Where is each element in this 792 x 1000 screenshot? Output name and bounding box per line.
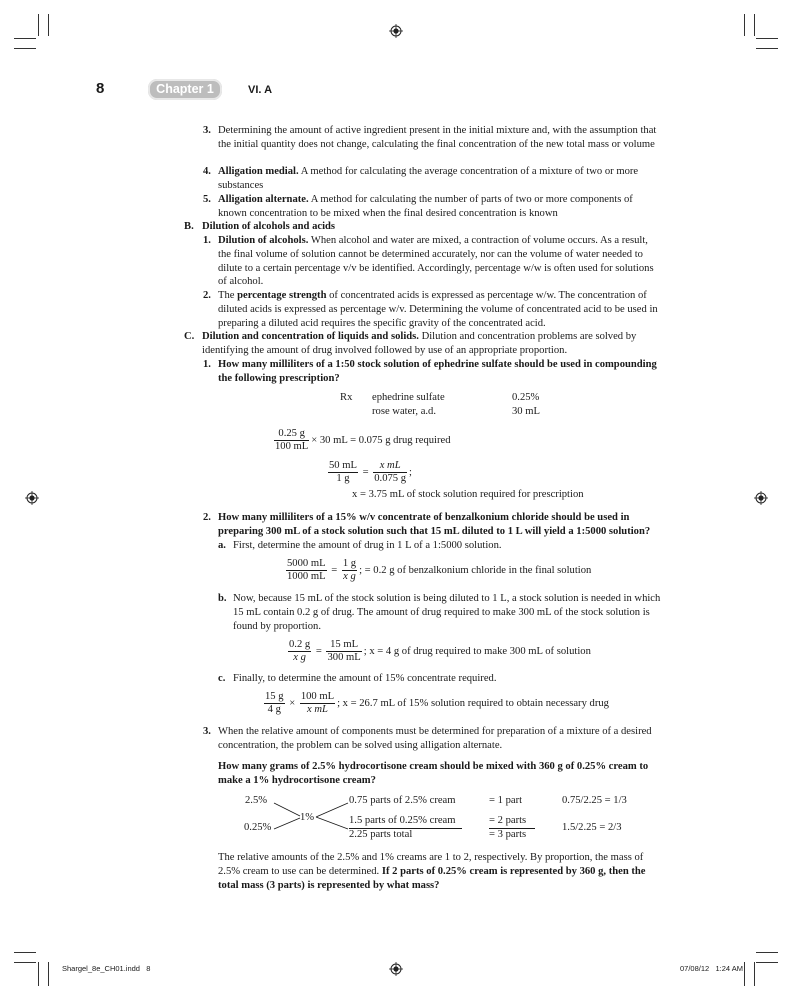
crop-mark (756, 48, 778, 49)
crop-mark (14, 38, 36, 39)
numerator: x mL (373, 460, 407, 473)
list-item-text: Determining the amount of active ingredient present in the initial mixture and, with the assumption that the initial quantity does not change, calculating the final concentration of the new total mass or volume (218, 125, 657, 150)
definition: of concentrated acids is expressed as percentage w/w. The concentration of diluted acids is expressed as percentage w/v. Determining the volume of concentrated acid to be used in preparing a diluted acid requires the specific gravity of the concentrated acid. (218, 290, 658, 329)
section-letter: B. (184, 221, 194, 232)
crop-mark (756, 952, 778, 953)
denominator: 1000 mL (287, 571, 326, 582)
crop-mark (756, 962, 778, 963)
parts-total: 2.25 parts total (349, 829, 413, 840)
alligation-low: 0.25% (244, 822, 272, 833)
section-label: VI. A (248, 84, 273, 96)
alligation-target: 1% (300, 812, 315, 823)
equation-5: $\frac{0.2 g}{\text{x g}}$ = $\frac{15 mL}{300 mL}$ ; x = 4 g of drug required to make 300 mL of solution (289, 639, 591, 663)
list-number: 3. (203, 125, 211, 136)
parts-high: 0.75 parts of 2.5% cream (349, 795, 456, 806)
question-2: How many milliliters of a 15% w/v concentrate of benzalkonium chloride should be used in preparing 300 mL of a stock solution such that 15 mL diluted to 1 L will yield a 1:5000 solution? (218, 512, 651, 537)
alligation-lines (272, 800, 352, 834)
eq-total: = 3 parts (489, 829, 527, 840)
denominator: 100 mL (275, 441, 309, 452)
denominator: 1 g (336, 473, 350, 484)
term: Dilution of alcohols. (218, 235, 309, 246)
crop-mark (756, 38, 778, 39)
term: percentage strength (237, 290, 327, 301)
crop-mark (744, 14, 745, 36)
definition: When alcohol and water are mixed, a contraction of volume occurs. As a result, the final volume of solution cannot be determined accurately, nor can the volume of water needed to dilute to a certain percentage v/v be identified. Accordingly, percentage w/w is often used for solutions of alcohol. (218, 235, 654, 288)
term: Alligation medial. (218, 166, 299, 177)
text: The (218, 290, 238, 301)
numerator: 15 g (265, 691, 284, 702)
crop-mark (48, 14, 49, 36)
closing-question: If 2 parts of 0.25% cream is represented by 360 g, then the total mass (3 parts) is represented by what mass? (218, 865, 646, 891)
crop-mark (754, 962, 755, 986)
intro-text: Dilution and concentration problems are solved by identifying the amount of drug involved followed by use of an appropriate proportion. (202, 331, 637, 356)
equation-2: $\frac{50 mL}{1 g}$ = $\frac{\text{x mL}}{0.075 g}$ ; (329, 460, 412, 484)
crop-mark (48, 962, 49, 986)
equation-text: ; = 0.2 g of benzalkonium chloride in the final solution (359, 564, 592, 576)
closing-text: The relative amounts of the 2.5% and 1% creams are 1 to 2, respectively. By proportion, the mass of 2.5% cream to use can be determined. (218, 852, 644, 877)
alligation-high: 2.5% (245, 795, 268, 806)
crop-mark (754, 14, 755, 36)
closing-paragraph (218, 851, 662, 892)
sub-letter: a. (218, 540, 226, 551)
numerator: 50 mL (329, 460, 357, 471)
denominator: 300 mL (327, 652, 361, 663)
crop-mark (14, 48, 36, 49)
rx-ingredient: ephedrine sulfate (372, 392, 445, 403)
chapter-badge: Chapter 1 (148, 79, 222, 100)
denominator: x g (293, 652, 306, 663)
step-b: Now, because 15 mL of the stock solution is being diluted to 1 L, a stock solution is needed in which 15 mL contain 0.2 g of drug. The amount of drug required to make 300 mL of the stock solution is found by proportion. (233, 593, 661, 632)
crop-mark (14, 952, 36, 953)
equation-text: × 30 mL = 0.075 g drug required (311, 434, 451, 446)
section-heading: Dilution and concentration of liquids and solids. (202, 331, 419, 342)
ratio-high: 0.75/2.25 = 1/3 (562, 795, 627, 806)
step-c: Finally, to determine the amount of 15% concentrate required. (233, 673, 497, 684)
section-heading: Dilution of alcohols and acids (202, 221, 336, 232)
question-1: How many milliliters of a 1:50 stock solution of ephedrine sulfate should be used in compounding the following prescription? (218, 359, 657, 384)
ratio-low: 1.5/2.25 = 2/3 (562, 822, 622, 833)
list-number: 4. (203, 166, 211, 177)
rx-amount: 30 mL (512, 406, 540, 417)
registration-mark-icon (389, 962, 403, 976)
numerator: 1 g (342, 558, 357, 569)
definition: A method for calculating the average concentration of a mixture of two or more substances (218, 166, 639, 191)
section-letter: C. (184, 331, 195, 342)
crop-mark (14, 962, 36, 963)
eq-low: = 2 parts (489, 815, 527, 826)
numerator: 15 mL (326, 639, 361, 652)
numerator: 100 mL (300, 691, 335, 702)
numerator: 0.25 g (274, 428, 309, 441)
step-a: First, determine the amount of drug in 1 L of a 1:5000 solution. (233, 540, 502, 551)
denominator: x g (343, 571, 356, 582)
rx-amount: 0.25% (512, 392, 540, 403)
denominator: x mL (307, 704, 328, 715)
list-number: 2. (203, 512, 211, 523)
list-number: 1. (203, 235, 211, 246)
denominator: 4 g (267, 704, 281, 715)
rx-ingredient: rose water, a.d. (372, 406, 436, 417)
list-number: 3. (203, 726, 211, 737)
crop-mark (38, 14, 39, 36)
question-3-prompt: How many grams of 2.5% hydrocortisone cream should be mixed with 360 g of 0.25% cream to make a 1% hydrocortisone cream? (218, 761, 649, 786)
registration-mark-icon (25, 491, 39, 505)
numerator: 5000 mL (287, 558, 326, 569)
definition: A method for calculating the number of parts of two or more components of known concentration to be mixed when the final desired concentration is known (218, 194, 633, 219)
list-item (218, 193, 660, 221)
list-item (218, 234, 660, 289)
term: Alligation alternate. (218, 194, 309, 205)
registration-mark-icon (389, 24, 403, 38)
parts-low: 1.5 parts of 0.25% cream (349, 815, 456, 826)
sub-letter: b. (218, 593, 227, 604)
registration-mark-icon (754, 491, 768, 505)
equation-3: x = 3.75 mL of stock solution required for prescription (352, 489, 584, 500)
equation-1 (272, 428, 451, 453)
section-intro (202, 330, 662, 358)
list-number: 5. (203, 194, 211, 205)
page-number: 8 (96, 80, 105, 97)
list-item (218, 165, 660, 193)
list-item (218, 289, 660, 330)
footer-date: 07/08/12 1:24 AM (680, 964, 743, 973)
list-number: 2. (203, 290, 211, 301)
question-3: When the relative amount of components must be determined for preparation of a mixture of a desired concentration, the problem can be solved using alligation alternate. (218, 726, 652, 751)
eq-high: = 1 part (489, 795, 523, 806)
crop-mark (38, 962, 39, 986)
equation-text: ; x = 26.7 mL of 15% solution required to obtain necessary drug (337, 697, 609, 709)
numerator: 0.2 g (289, 639, 311, 650)
equation-text: ; x = 4 g of drug required to make 300 mL of solution (363, 645, 591, 657)
equation-4: $\frac{5000 mL}{1000 mL}$ = $\frac{1 g}{\text{x g}}$ ; = 0.2 g of benzalkonium chloride in the final solution (287, 558, 592, 582)
equation-text: ; (409, 466, 412, 478)
crop-mark (744, 962, 745, 986)
denominator: 0.075 g (374, 473, 407, 484)
sub-letter: c. (218, 673, 226, 684)
equation-6: $\frac{15 g}{4 g}$ × $\frac{100 mL}{\text{x mL}}$ ; x = 26.7 mL of 15% solution required to obtain necessary drug (265, 691, 609, 715)
rx-label: Rx (340, 392, 353, 403)
footer-file: Shargel_8e_CH01.indd 8 (62, 964, 151, 973)
list-number: 1. (203, 359, 211, 370)
